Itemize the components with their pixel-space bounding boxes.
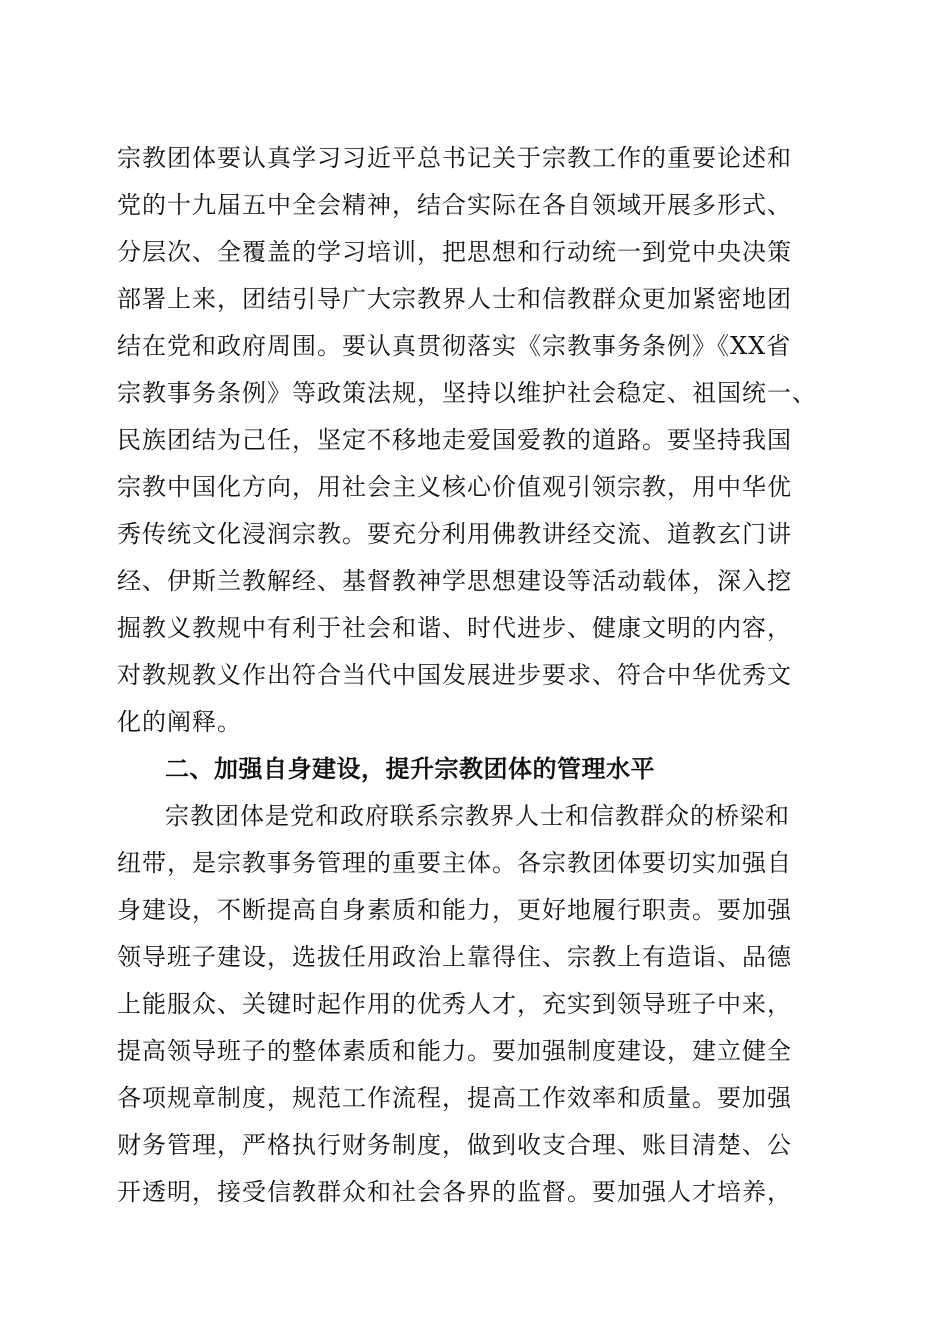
- paragraph-line: 对教规教义作出符合当代中国发展进步要求、符合中华优秀文: [117, 661, 792, 689]
- paragraph-line: 领导班子建设，选拔任用政治上靠得住、宗教上有造诣、品德: [117, 943, 792, 971]
- paragraph-line: 掘教义教规中有利于社会和谐、时代进步、健康文明的内容，: [117, 614, 792, 642]
- paragraph-line: 身建设，不断提高自身素质和能力，更好地履行职责。要加强: [117, 896, 792, 924]
- paragraph-line: 宗教团体是党和政府联系宗教界人士和信教群众的桥梁和: [165, 802, 790, 830]
- paragraph-line: 宗教事务条例》等政策法规，坚持以维护社会稳定、祖国统一、: [117, 379, 817, 407]
- paragraph-line: 上能服众、关键时起作用的优秀人才，充实到领导班子中来，: [117, 990, 792, 1018]
- paragraph-line: 财务管理，严格执行财务制度，做到收支合理、账目清楚、公: [117, 1131, 792, 1159]
- paragraph-line: 党的十九届五中全会精神，结合实际在各自领域开展多形式、: [117, 191, 792, 219]
- section-heading: 二、加强自身建设，提升宗教团体的管理水平: [165, 755, 655, 783]
- paragraph-line: 纽带，是宗教事务管理的重要主体。各宗教团体要切实加强自: [117, 849, 792, 877]
- paragraph-line: 宗教中国化方向，用社会主义核心价值观引领宗教，用中华优: [117, 473, 792, 501]
- paragraph-line: 化的阐释。: [117, 708, 242, 736]
- paragraph-line: 开透明，接受信教群众和社会各界的监督。要加强人才培养，: [117, 1178, 792, 1206]
- paragraph-line: 部署上来，团结引导广大宗教界人士和信教群众更加紧密地团: [117, 285, 792, 313]
- paragraph-line: 民族团结为己任，坚定不移地走爱国爱教的道路。要坚持我国: [117, 426, 792, 454]
- paragraph-line: 秀传统文化浸润宗教。要充分利用佛教讲经交流、道教玄门讲: [117, 520, 792, 548]
- paragraph-line: 宗教团体要认真学习习近平总书记关于宗教工作的重要论述和: [117, 144, 792, 172]
- paragraph-line: 提高领导班子的整体素质和能力。要加强制度建设，建立健全: [117, 1037, 792, 1065]
- paragraph-line: 各项规章制度，规范工作流程，提高工作效率和质量。要加强: [117, 1084, 792, 1112]
- paragraph-line: 分层次、全覆盖的学习培训，把思想和行动统一到党中央决策: [117, 238, 792, 266]
- paragraph-line: 经、伊斯兰教解经、基督教神学思想建设等活动载体，深入挖: [117, 567, 792, 595]
- paragraph-line: 结在党和政府周围。要认真贯彻落实《宗教事务条例》《XX省: [117, 332, 792, 360]
